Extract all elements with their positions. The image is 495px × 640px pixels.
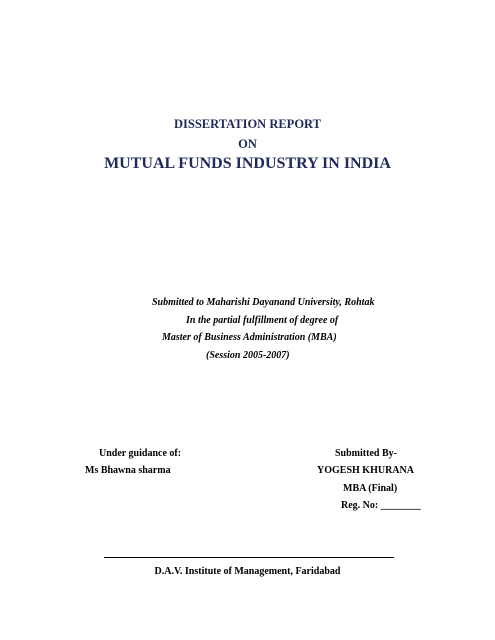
student-name: YOGESH KHURANA: [317, 465, 414, 476]
submission-purpose: In the partial fulfillment of degree of: [186, 315, 339, 326]
submitted-by-label: Submitted By-: [335, 448, 397, 459]
report-title: MUTUAL FUNDS INDUSTRY IN INDIA: [104, 155, 391, 172]
guidance-label: Under guidance of:: [99, 448, 182, 459]
institute-name: D.A.V. Institute of Management, Faridabad: [154, 566, 341, 577]
registration-label: Reg. No:: [341, 500, 379, 511]
submission-university: Submitted to Maharishi Dayanand University, Rohtak: [152, 297, 375, 308]
footer-divider: [104, 557, 394, 558]
submission-degree: Master of Business Administration (MBA): [162, 332, 337, 343]
registration-value: ________: [380, 500, 421, 511]
submission-session: (Session 2005-2007): [206, 350, 290, 361]
report-type-heading: DISSERTATION REPORT: [174, 117, 321, 131]
program-name: MBA (Final): [343, 483, 398, 494]
registration-number: [341, 500, 421, 511]
report-on-heading: ON: [238, 137, 257, 151]
guide-name: Ms Bhawna sharma: [85, 465, 171, 476]
